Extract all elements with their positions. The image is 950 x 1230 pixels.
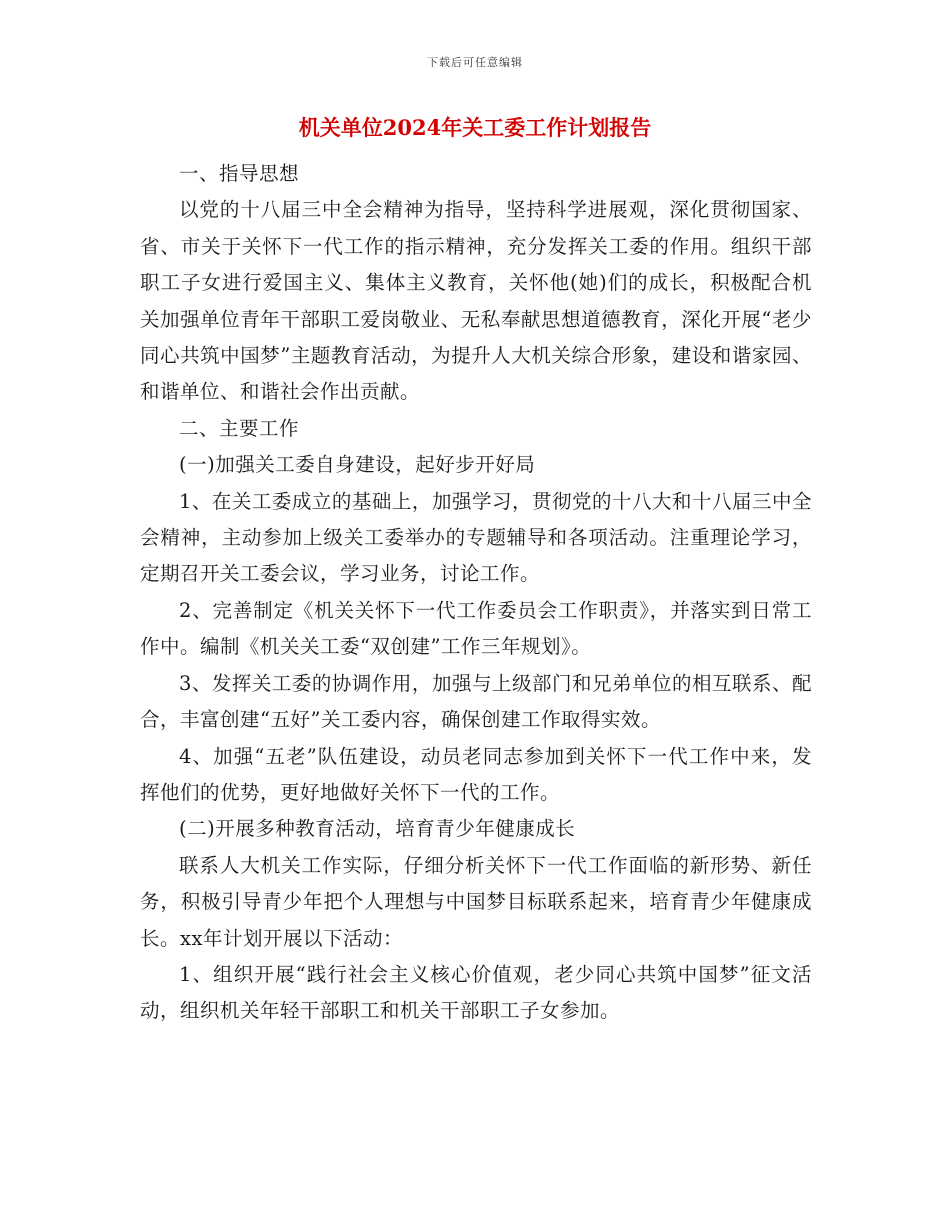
subsection-heading-2: (二)开展多种教育活动，培育青少年健康成长 [179, 817, 576, 841]
document-body [140, 156, 812, 1030]
section-heading-main-work: 二、主要工作 [179, 416, 300, 440]
section-heading-guiding-ideology: 一、指导思想 [179, 162, 300, 185]
paragraph-item-1: 1、在关工委成立的基础上，加强学习，贯彻党的十八大和十八届三中全会精神，主动参加上级关工委举办的专题辅导和各项活动。注重理论学习，定期召开关工委会议，学习业务，讨论工作。 [140, 489, 812, 586]
header-note: 下载后可任意编辑 [427, 56, 523, 69]
paragraph-education-intro: 联系人大机关工作实际，仔细分析关怀下一代工作面临的新形势、新任务，积极引导青少年把个人理想与中国梦目标联系起来，培育青少年健康成长。xx年计划开展以下活动： [140, 853, 812, 950]
paragraph-item-3: 3、发挥关工委的协调作用，加强与上级部门和兄弟单位的相互联系、配合，丰富创建“五好”关工委内容，确保创建工作取得实效。 [140, 671, 812, 732]
subsection-heading-1: (一)加强关工委自身建设，起好步开好局 [179, 453, 536, 477]
paragraph-item-4: 4、加强“五老”队伍建设，动员老同志参加到关怀下一代工作中来，发挥他们的优势，更好地做好关怀下一代的工作。 [140, 744, 812, 804]
paragraph-activity-1: 1、组织开展“践行社会主义核心价值观，老少同心共筑中国梦”征文活动，组织机关年轻干部职工和机关干部职工子女参加。 [140, 962, 812, 1023]
document-title: 机关单位2024年关工委工作计划报告 [298, 115, 652, 140]
paragraph-item-2: 2、完善制定《机关关怀下一代工作委员会工作职责》，并落实到日常工作中。编制《机关关工委“双创建”工作三年规划》。 [140, 598, 812, 659]
paragraph-guiding-ideology: 以党的十八届三中全会精神为指导，坚持科学进展观，深化贯彻国家、省、市关于关怀下一代工作的指示精神，充分发挥关工委的作用。组织干部职工子女进行爱国主义、集体主义教育，关怀他(她)们的成长，积极配合机关加强单位青年干部职工爱岗敬业、无私奉献思想道德教育，深化开展“老少同心共筑中国梦”主题教育活动，为提升人大机关综合形象，建设和谐家园、和谐单位、和谐社会作出贡献。 [140, 198, 812, 404]
